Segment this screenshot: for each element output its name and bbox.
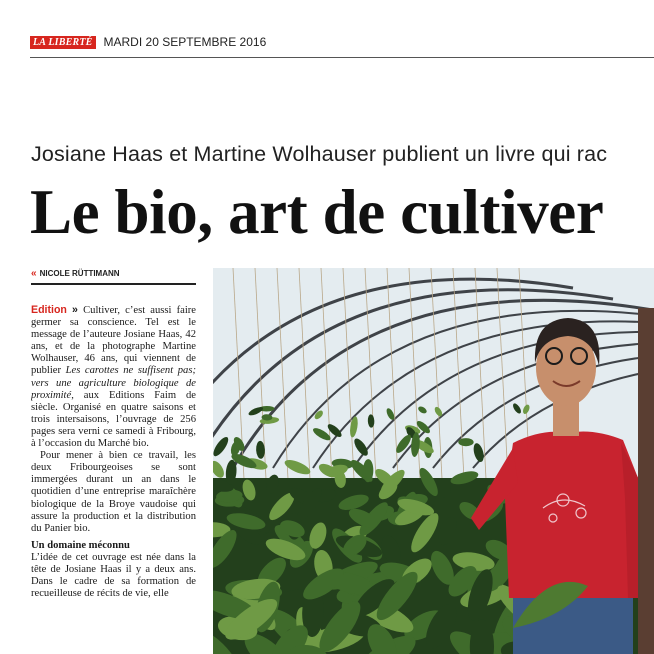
issue-date: MARDI 20 SEPTEMBRE 2016 [103, 35, 267, 49]
plant-leaf [458, 438, 473, 446]
second-person-edge [638, 308, 654, 654]
subheading: Un domaine méconnu [31, 539, 130, 551]
paragraph-3: L’idée de cet ouvrage est née dans la tête de Josiane Haas il y a deux ans. Dans le cadre de sa formation de recueilleuse de récits de vie, elle [31, 551, 196, 600]
paragraph-1-text-b: , aux Editions Faim de siècle. Organisé en quatre saisons et trois intersaisons, l’ouvrage de 256 pages sera verni ce samedi à Fribourg, à l’occasion du Marché bio. [31, 389, 196, 450]
masthead-rule [30, 57, 654, 58]
greenhouse-photo-illustration [213, 268, 654, 654]
author-name: NICOLE RÜTTIMANN [39, 269, 120, 278]
newspaper-logo: LA LIBERTÉ [30, 36, 96, 49]
article-headline: Le bio, art de cultiver [30, 177, 604, 247]
article-body [31, 304, 196, 654]
paragraph-1 [31, 304, 196, 450]
masthead [30, 33, 654, 51]
paragraph-2: Pour mener à bien ce travail, les deux Fribourgeoises se sont immergées durant un an dans le quotidien d’une entreprise maraîchère biologique de la Broye vaudoise qui assure la production et la distribution du Panier bio. [31, 450, 196, 534]
article-photo [213, 268, 654, 654]
article-kicker: Josiane Haas et Martine Wolhauser publient un livre qui rac [31, 142, 608, 166]
byline [31, 268, 196, 279]
byline-chevron-icon: « [31, 268, 37, 279]
paragraph-1-text-a: Cultiver, c’est aussi faire germer sa conscience. Tel est le message de l’auteure Josiane Haas, 42 ans, et de la photographe Martine Wolhauser, 46 ans, qui viennent de publier [31, 305, 196, 377]
byline-rule [31, 283, 196, 285]
section-tag: Edition [31, 304, 67, 316]
book-title: Les carottes ne suffisent pas; vers une agriculture biologique de proximité [31, 365, 196, 401]
double-arrow-icon: » [72, 304, 78, 316]
